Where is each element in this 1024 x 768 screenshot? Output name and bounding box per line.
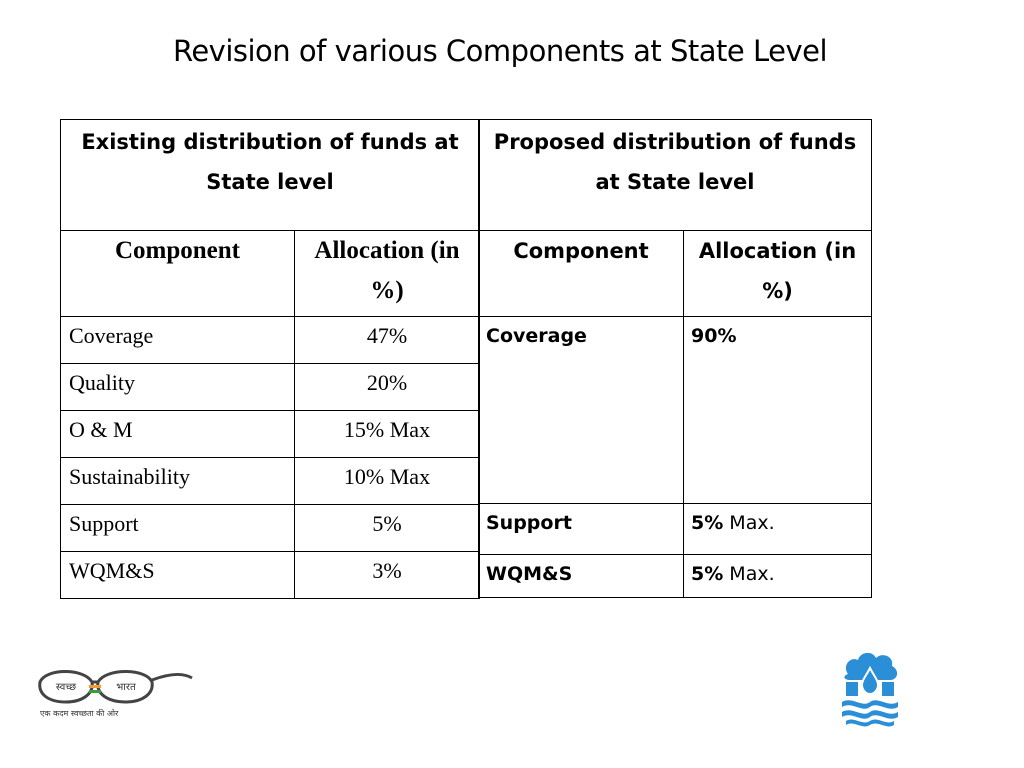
swachh-tagline: एक कदम स्वच्छता की ओर <box>40 709 119 718</box>
existing-allocation-cell: 10% Max <box>295 458 480 505</box>
proposed-allocation-cell <box>684 504 872 555</box>
existing-component-cell: O & M <box>61 411 295 458</box>
existing-component-cell: Coverage <box>61 317 295 364</box>
allocation-suffix: Max. <box>723 563 775 585</box>
proposed-col-component: Component <box>479 231 684 317</box>
proposed-allocation-cell <box>684 555 872 598</box>
bharat-word: भारत <box>116 682 136 693</box>
existing-allocation-cell: 47% <box>295 317 480 364</box>
allocation-value: 90% <box>691 325 737 347</box>
table-row <box>61 317 480 364</box>
existing-allocation-cell: 5% <box>295 505 480 552</box>
table-row <box>61 411 480 458</box>
allocation-suffix: Max. <box>723 512 775 534</box>
table-row <box>61 364 480 411</box>
existing-allocation-cell: 15% Max <box>295 411 480 458</box>
existing-component-cell: Quality <box>61 364 295 411</box>
proposed-component-cell: Coverage <box>479 317 684 504</box>
existing-component-cell: Sustainability <box>61 458 295 505</box>
existing-table-heading <box>61 120 480 231</box>
allocation-value: 5% <box>691 512 724 534</box>
table-row <box>479 317 872 504</box>
existing-col-component: Component <box>61 231 295 317</box>
swachh-bharat-logo <box>36 660 196 720</box>
existing-col-allocation: Allocation (in %) <box>295 231 480 317</box>
proposed-distribution-table <box>478 119 872 598</box>
proposed-col-allocation: Allocation (in %) <box>684 231 872 317</box>
existing-allocation-cell: 3% <box>295 552 480 599</box>
page-title: Revision of various Components at State Level <box>172 34 828 68</box>
existing-allocation-cell: 20% <box>295 364 480 411</box>
swachh-word: स्वच्छ <box>55 682 77 693</box>
proposed-allocation-cell <box>684 317 872 504</box>
water-drop-emblem-icon <box>838 650 902 730</box>
existing-heading-text: Existing distribution of funds at State level <box>81 130 459 194</box>
allocation-value: 5% <box>691 563 724 585</box>
table-row <box>61 505 480 552</box>
existing-component-cell: Support <box>61 505 295 552</box>
proposed-component-cell: WQM&S <box>479 555 684 598</box>
existing-component-cell: WQM&S <box>61 552 295 599</box>
existing-distribution-table <box>60 119 480 599</box>
proposed-component-cell: Support <box>479 504 684 555</box>
proposed-table-heading <box>479 120 872 231</box>
table-row <box>479 555 872 598</box>
proposed-heading-text: Proposed distribution of funds at State level <box>493 130 857 194</box>
table-row <box>61 552 480 599</box>
table-row <box>61 458 480 505</box>
table-row <box>479 504 872 555</box>
